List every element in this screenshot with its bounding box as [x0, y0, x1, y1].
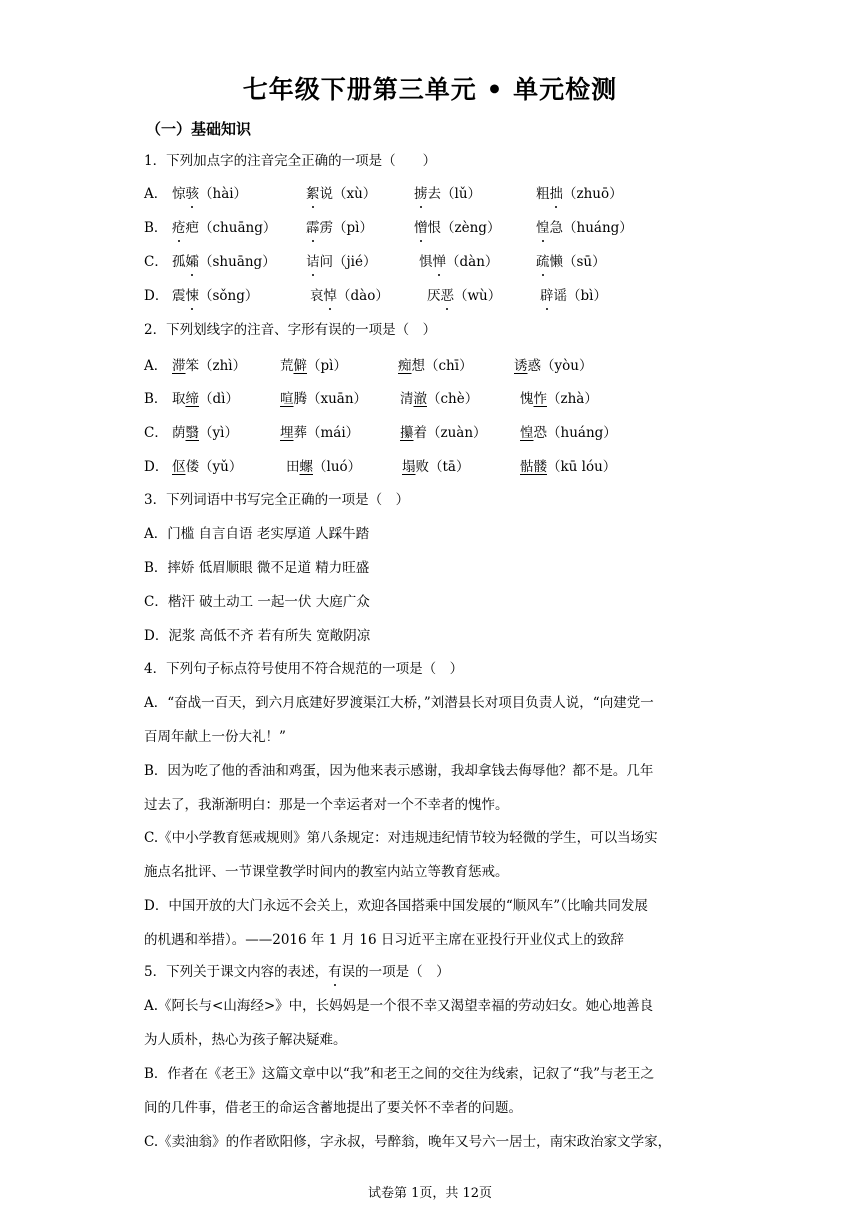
option-item: 疮疤（chuāng）: [172, 220, 277, 236]
q1-option-a[interactable]: [144, 184, 623, 204]
q2-option-a[interactable]: [144, 356, 593, 376]
option-item: 厌恶（wù）: [427, 288, 502, 304]
q4-option-d-line2: 的机遇和举措）。——2016 年 1 月 16 日习近平主席在亚投行开业仪式上的致辞: [144, 932, 624, 948]
option-label: D．: [144, 459, 169, 475]
option-label: D．: [144, 288, 169, 304]
option-item: 惧惮（dàn）: [419, 254, 499, 270]
option-item: 掳去（lǔ）: [414, 186, 482, 202]
q5-option-a-line1[interactable]: A.《阿长与<山海经>》中，长妈妈是一个很不幸又渴望幸福的劳动妇女。她心地善良: [144, 998, 654, 1014]
q1-option-c[interactable]: [144, 252, 606, 272]
q4-option-a-line1[interactable]: A．“奋战一百天，到六月底建好罗渡渠江大桥，”刘潜县长对项目负责人说，“向建党一: [144, 695, 654, 711]
q2-option-d[interactable]: [144, 457, 617, 477]
q4-option-c-line1[interactable]: C.《中小学教育惩戒规则》第八条规定：对违规违纪情节较为轻微的学生，可以当场实: [144, 830, 658, 846]
q4-option-b-line1[interactable]: B．因为吃了他的香油和鸡蛋，因为他来表示感谢，我却拿钱去侮辱他？都不是。几年: [144, 763, 654, 779]
option-item: 愧怍（zhà）: [520, 391, 598, 407]
option-item: 哀悼（dào）: [310, 288, 389, 304]
q3-option-d[interactable]: D．泥浆 高低不齐 若有所失 宽敞阴凉: [144, 628, 371, 644]
option-item: 疏懒（sū）: [536, 254, 606, 270]
option-item: 塌败（tā）: [402, 459, 470, 475]
option-item: 攥着（zuàn）: [400, 425, 487, 441]
q2-option-b[interactable]: [144, 389, 598, 409]
option-label: C．: [144, 254, 168, 270]
option-item: 伛偻（yǔ）: [172, 459, 243, 475]
option-label: A．: [144, 186, 168, 202]
q5-option-b-line2: 间的几件事，借老王的命运含蓄地提出了要关怀不幸者的问题。: [144, 1100, 522, 1116]
option-item: 震悚（sǒng）: [172, 288, 259, 304]
q3-option-b[interactable]: B．摔娇 低眉顺眼 微不足道 精力旺盛: [144, 560, 370, 576]
option-item: 滞笨（zhì）: [172, 358, 247, 374]
option-item: 憎恨（zèng）: [414, 220, 501, 236]
q5-option-b-line1[interactable]: B．作者在《老王》这篇文章中以“我”和老王之间的交往为线索，记叙了“我”与老王之: [144, 1066, 655, 1082]
q1-option-b[interactable]: [144, 218, 633, 238]
question-3-stem: 3．下列词语中书写完全正确的一项是（ ）: [144, 492, 410, 508]
option-item: 痴想（chī）: [398, 358, 473, 374]
option-item: 荫翳（yì）: [172, 425, 238, 441]
option-item: 取缔（dì）: [172, 391, 239, 407]
option-item: 田螺（luó）: [286, 459, 362, 475]
option-item: 粗拙（zhuō）: [536, 186, 623, 202]
q1-option-d[interactable]: [144, 286, 607, 306]
q3-option-a[interactable]: A．门槛 自言自语 老实厚道 人踩牛踏: [144, 526, 370, 542]
q5-option-a-line2: 为人质朴，热心为孩子解决疑难。: [144, 1032, 347, 1048]
option-item: 辟谣（bì）: [540, 288, 607, 304]
q4-option-d-line1[interactable]: D．中国开放的大门永远不会关上，欢迎各国搭乘中国发展的“顺风车”（比喻共同发展: [144, 898, 648, 914]
q3-option-c[interactable]: C．楷汗 破土动工 一起一伏 大庭广众: [144, 594, 370, 610]
option-item: 惶急（huáng）: [536, 220, 633, 236]
option-item: 惶恐（huáng）: [520, 425, 617, 441]
q4-option-b-line2: 过去了，我渐渐明白：那是一个幸运者对一个不幸者的愧怍。: [144, 797, 509, 813]
page-footer: 试卷第 1页，共 12页: [367, 1186, 493, 1201]
option-item: 荒僻（pì）: [280, 358, 347, 374]
option-item: 絮说（xù）: [306, 186, 377, 202]
option-item: 喧腾（xuān）: [280, 391, 368, 407]
option-item: 清澈（chè）: [400, 391, 479, 407]
option-item: 埋葬（mái）: [280, 425, 360, 441]
option-item: 骷髅（kū lóu）: [520, 459, 617, 475]
option-label: C．: [144, 425, 168, 441]
q2-option-c[interactable]: [144, 423, 617, 443]
option-item: 诱惑（yòu）: [514, 358, 593, 374]
option-item: 孤孀（shuāng）: [172, 254, 276, 270]
option-item: 惊骇（hài）: [172, 186, 248, 202]
section-heading: （一）基础知识: [146, 120, 252, 138]
page-title: 七年级下册第三单元 • 单元检测: [242, 75, 618, 104]
question-2-stem: 2．下列划线字的注音、字形有误的一项是（ ）: [144, 322, 437, 338]
option-label: B．: [144, 391, 168, 407]
question-1-stem: 1．下列加点字的注音完全正确的一项是（ ）: [144, 153, 437, 169]
option-label: A．: [144, 358, 168, 374]
question-5-stem: 5．下列关于课文内容的表述，有误的一项是（ ）: [144, 964, 450, 980]
q4-option-a-line2: 百周年献上一份大礼！”: [144, 729, 286, 745]
q4-option-c-line2: 施点名批评、一节课堂教学时间内的教室内站立等教育惩戒。: [144, 864, 509, 880]
option-item: 诘问（jié）: [306, 254, 377, 270]
option-item: 霹雳（pì）: [306, 220, 373, 236]
question-4-stem: 4．下列句子标点符号使用不符合规范的一项是（ ）: [144, 661, 464, 677]
option-label: B．: [144, 220, 168, 236]
q5-option-c-line1[interactable]: C.《卖油翁》的作者欧阳修，字永叔，号醉翁，晚年又号六一居士，南宋政治家文学家，: [144, 1134, 672, 1150]
